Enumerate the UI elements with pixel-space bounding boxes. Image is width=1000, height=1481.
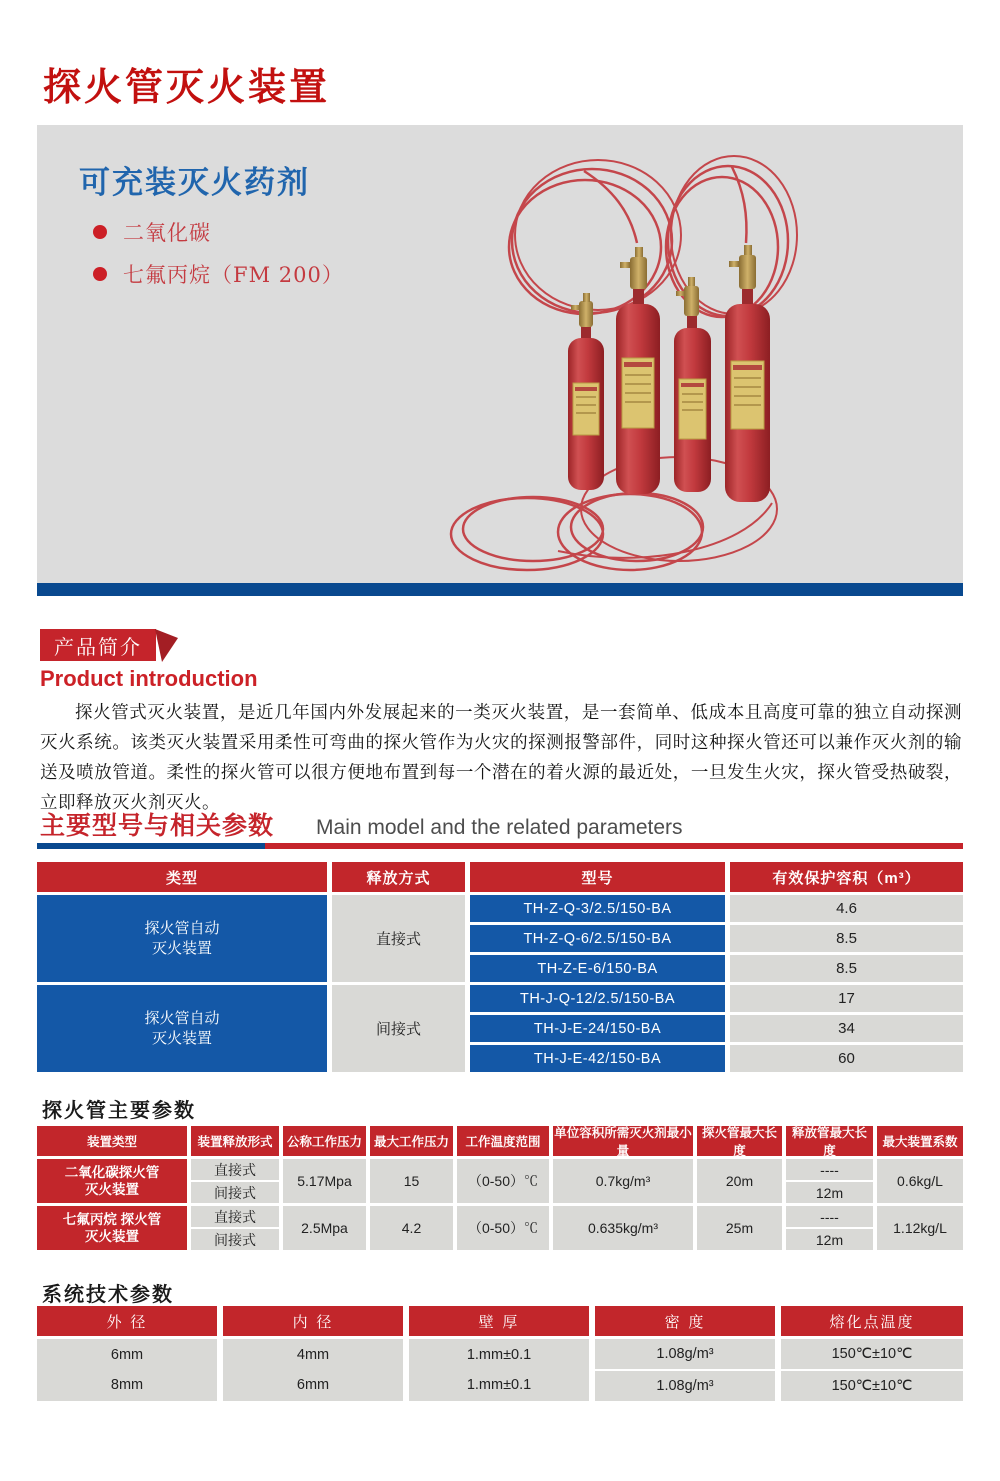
volume-cell: 8.5 bbox=[730, 925, 963, 952]
volume-cell: 34 bbox=[730, 1015, 963, 1042]
wall-thickness-cells: 1.mm±0.1 1.mm±0.1 bbox=[409, 1339, 589, 1401]
tube-length-cell: 20m bbox=[697, 1159, 782, 1203]
table-header-cell: 有效保护容积（m³） bbox=[730, 862, 963, 892]
section-subtitle-en: Product introduction bbox=[40, 666, 258, 691]
outer-diameter-cells: 6mm 8mm bbox=[37, 1339, 217, 1401]
table-row bbox=[37, 1159, 963, 1203]
table-body bbox=[37, 1339, 963, 1401]
table-header-cell: 类型 bbox=[37, 862, 327, 892]
table-header-cell: 释放管最大长度 bbox=[786, 1126, 873, 1156]
type-cell: 探火管自动 灭火装置 bbox=[37, 895, 327, 982]
tube-length-cell: 25m bbox=[697, 1206, 782, 1250]
section-title-zh: 主要型号与相关参数 bbox=[40, 811, 275, 840]
models-table bbox=[37, 862, 963, 1072]
model-cell: TH-J-E-24/150-BA bbox=[470, 1015, 725, 1042]
temp-range-cell: （0-50）℃ bbox=[457, 1206, 549, 1250]
max-pressure-cell: 15 bbox=[370, 1159, 453, 1203]
table-header-cell: 型号 bbox=[470, 862, 725, 892]
min-agent-cell: 0.7kg/m³ bbox=[553, 1159, 693, 1203]
volume-cell: 8.5 bbox=[730, 955, 963, 982]
table-header-cell: 装置类型 bbox=[37, 1126, 187, 1156]
tube-params-title: 探火管主要参数 bbox=[42, 1098, 196, 1122]
device-type-cell: 七氟丙烷 探火管 灭火装置 bbox=[37, 1206, 187, 1250]
section-heading bbox=[40, 806, 683, 842]
table-header-cell: 壁 厚 bbox=[409, 1306, 589, 1336]
temp-range-cell: （0-50）℃ bbox=[457, 1159, 549, 1203]
model-cell: TH-J-Q-12/2.5/150-BA bbox=[470, 985, 725, 1012]
section-title-en: Main model and the related parameters bbox=[316, 816, 683, 839]
nominal-pressure-cell: 2.5Mpa bbox=[283, 1206, 366, 1250]
melting-point-cells: 150℃±10℃ 150℃±10℃ bbox=[781, 1339, 963, 1401]
density-cells: 1.08g/m³ 1.08g/m³ bbox=[595, 1339, 775, 1401]
min-agent-cell: 0.635kg/m³ bbox=[553, 1206, 693, 1250]
table-header-cell: 释放方式 bbox=[332, 862, 465, 892]
model-cell: TH-Z-Q-6/2.5/150-BA bbox=[470, 925, 725, 952]
list-item bbox=[93, 259, 344, 289]
inner-diameter-cells: 4mm 6mm bbox=[223, 1339, 403, 1401]
table-header-cell: 最大装置系数 bbox=[877, 1126, 963, 1156]
table-header-cell: 工作温度范围 bbox=[457, 1126, 549, 1156]
volume-cell: 60 bbox=[730, 1045, 963, 1072]
section-ribbon-label: 产品简介 bbox=[40, 629, 156, 661]
hero-section bbox=[37, 125, 963, 583]
table-header-row bbox=[37, 1306, 963, 1336]
section-rule bbox=[37, 843, 963, 849]
type-cell: 探火管自动 灭火装置 bbox=[37, 985, 327, 1072]
bullet-label: 二氧化碳 bbox=[123, 221, 211, 245]
ribbon-tail-icon bbox=[155, 629, 181, 663]
table-header-cell: 探火管最大长度 bbox=[697, 1126, 782, 1156]
nominal-pressure-cell: 5.17Mpa bbox=[283, 1159, 366, 1203]
bullet-label: 七氟丙烷（FM 200） bbox=[123, 263, 344, 287]
table-header-cell: 外 径 bbox=[37, 1306, 217, 1336]
release-mode-cell: 直接式 bbox=[332, 895, 465, 982]
system-params-title: 系统技术参数 bbox=[42, 1282, 174, 1306]
list-item bbox=[93, 217, 211, 247]
release-mode-cells: 直接式 间接式 bbox=[191, 1206, 279, 1250]
table-header-cell: 密 度 bbox=[595, 1306, 775, 1336]
table-header-cell: 装置释放形式 bbox=[191, 1126, 279, 1156]
table-header-cell: 熔化点温度 bbox=[781, 1306, 963, 1336]
rule-blue-segment bbox=[37, 843, 265, 849]
intro-paragraph: 探火管式灭火装置，是近几年国内外发展起来的一类灭火装置，是一套简单、低成本且高度可靠的独立自动探测灭火系统。该类灭火装置采用柔性可弯曲的探火管作为火灾的探测报警部件，同时这种探火管还可以兼作灭火剂的输送及喷放管道。柔性的探火管可以很方便地布置到每一个潜在的着火源的最近处，一旦发生火灾，探火管受热破裂，立即释放灭火剂灭火。 bbox=[40, 703, 962, 813]
model-cell: TH-J-E-42/150-BA bbox=[470, 1045, 725, 1072]
table-header-row bbox=[37, 1126, 963, 1156]
system-params-table bbox=[37, 1306, 963, 1401]
page-title: 探火管灭火装置 bbox=[43, 64, 331, 109]
bullet-icon bbox=[93, 225, 107, 239]
table-header-cell: 最大工作压力 bbox=[370, 1126, 453, 1156]
divider-band bbox=[37, 583, 963, 596]
fire-extinguisher-cylinders-image bbox=[432, 131, 882, 576]
release-mode-cell: 间接式 bbox=[332, 985, 465, 1072]
volume-cell: 17 bbox=[730, 985, 963, 1012]
model-cell: TH-Z-E-6/150-BA bbox=[470, 955, 725, 982]
release-tube-length-cells: ---- 12m bbox=[786, 1206, 873, 1250]
tube-params-table bbox=[37, 1126, 963, 1250]
table-header-cell: 单位容积所需灭火剂最小量 bbox=[554, 1126, 692, 1158]
model-cell: TH-Z-Q-3/2.5/150-BA bbox=[470, 895, 725, 922]
table-header-cell: 公称工作压力 bbox=[283, 1126, 366, 1156]
device-type-cell: 二氧化碳探火管 灭火装置 bbox=[37, 1159, 187, 1203]
max-coefficient-cell: 0.6kg/L bbox=[877, 1159, 963, 1203]
rule-red-segment bbox=[265, 843, 963, 849]
bullet-icon bbox=[93, 267, 107, 281]
volume-cell: 4.6 bbox=[730, 895, 963, 922]
release-tube-length-cells: ---- 12m bbox=[786, 1159, 873, 1203]
table-header-cell: 内 径 bbox=[223, 1306, 403, 1336]
max-coefficient-cell: 1.12kg/L bbox=[877, 1206, 963, 1250]
hero-title: 可充装灭火药剂 bbox=[79, 165, 310, 201]
table-row bbox=[37, 1206, 963, 1250]
section-ribbon bbox=[40, 629, 181, 661]
max-pressure-cell: 4.2 bbox=[370, 1206, 453, 1250]
release-mode-cells: 直接式 间接式 bbox=[191, 1159, 279, 1203]
